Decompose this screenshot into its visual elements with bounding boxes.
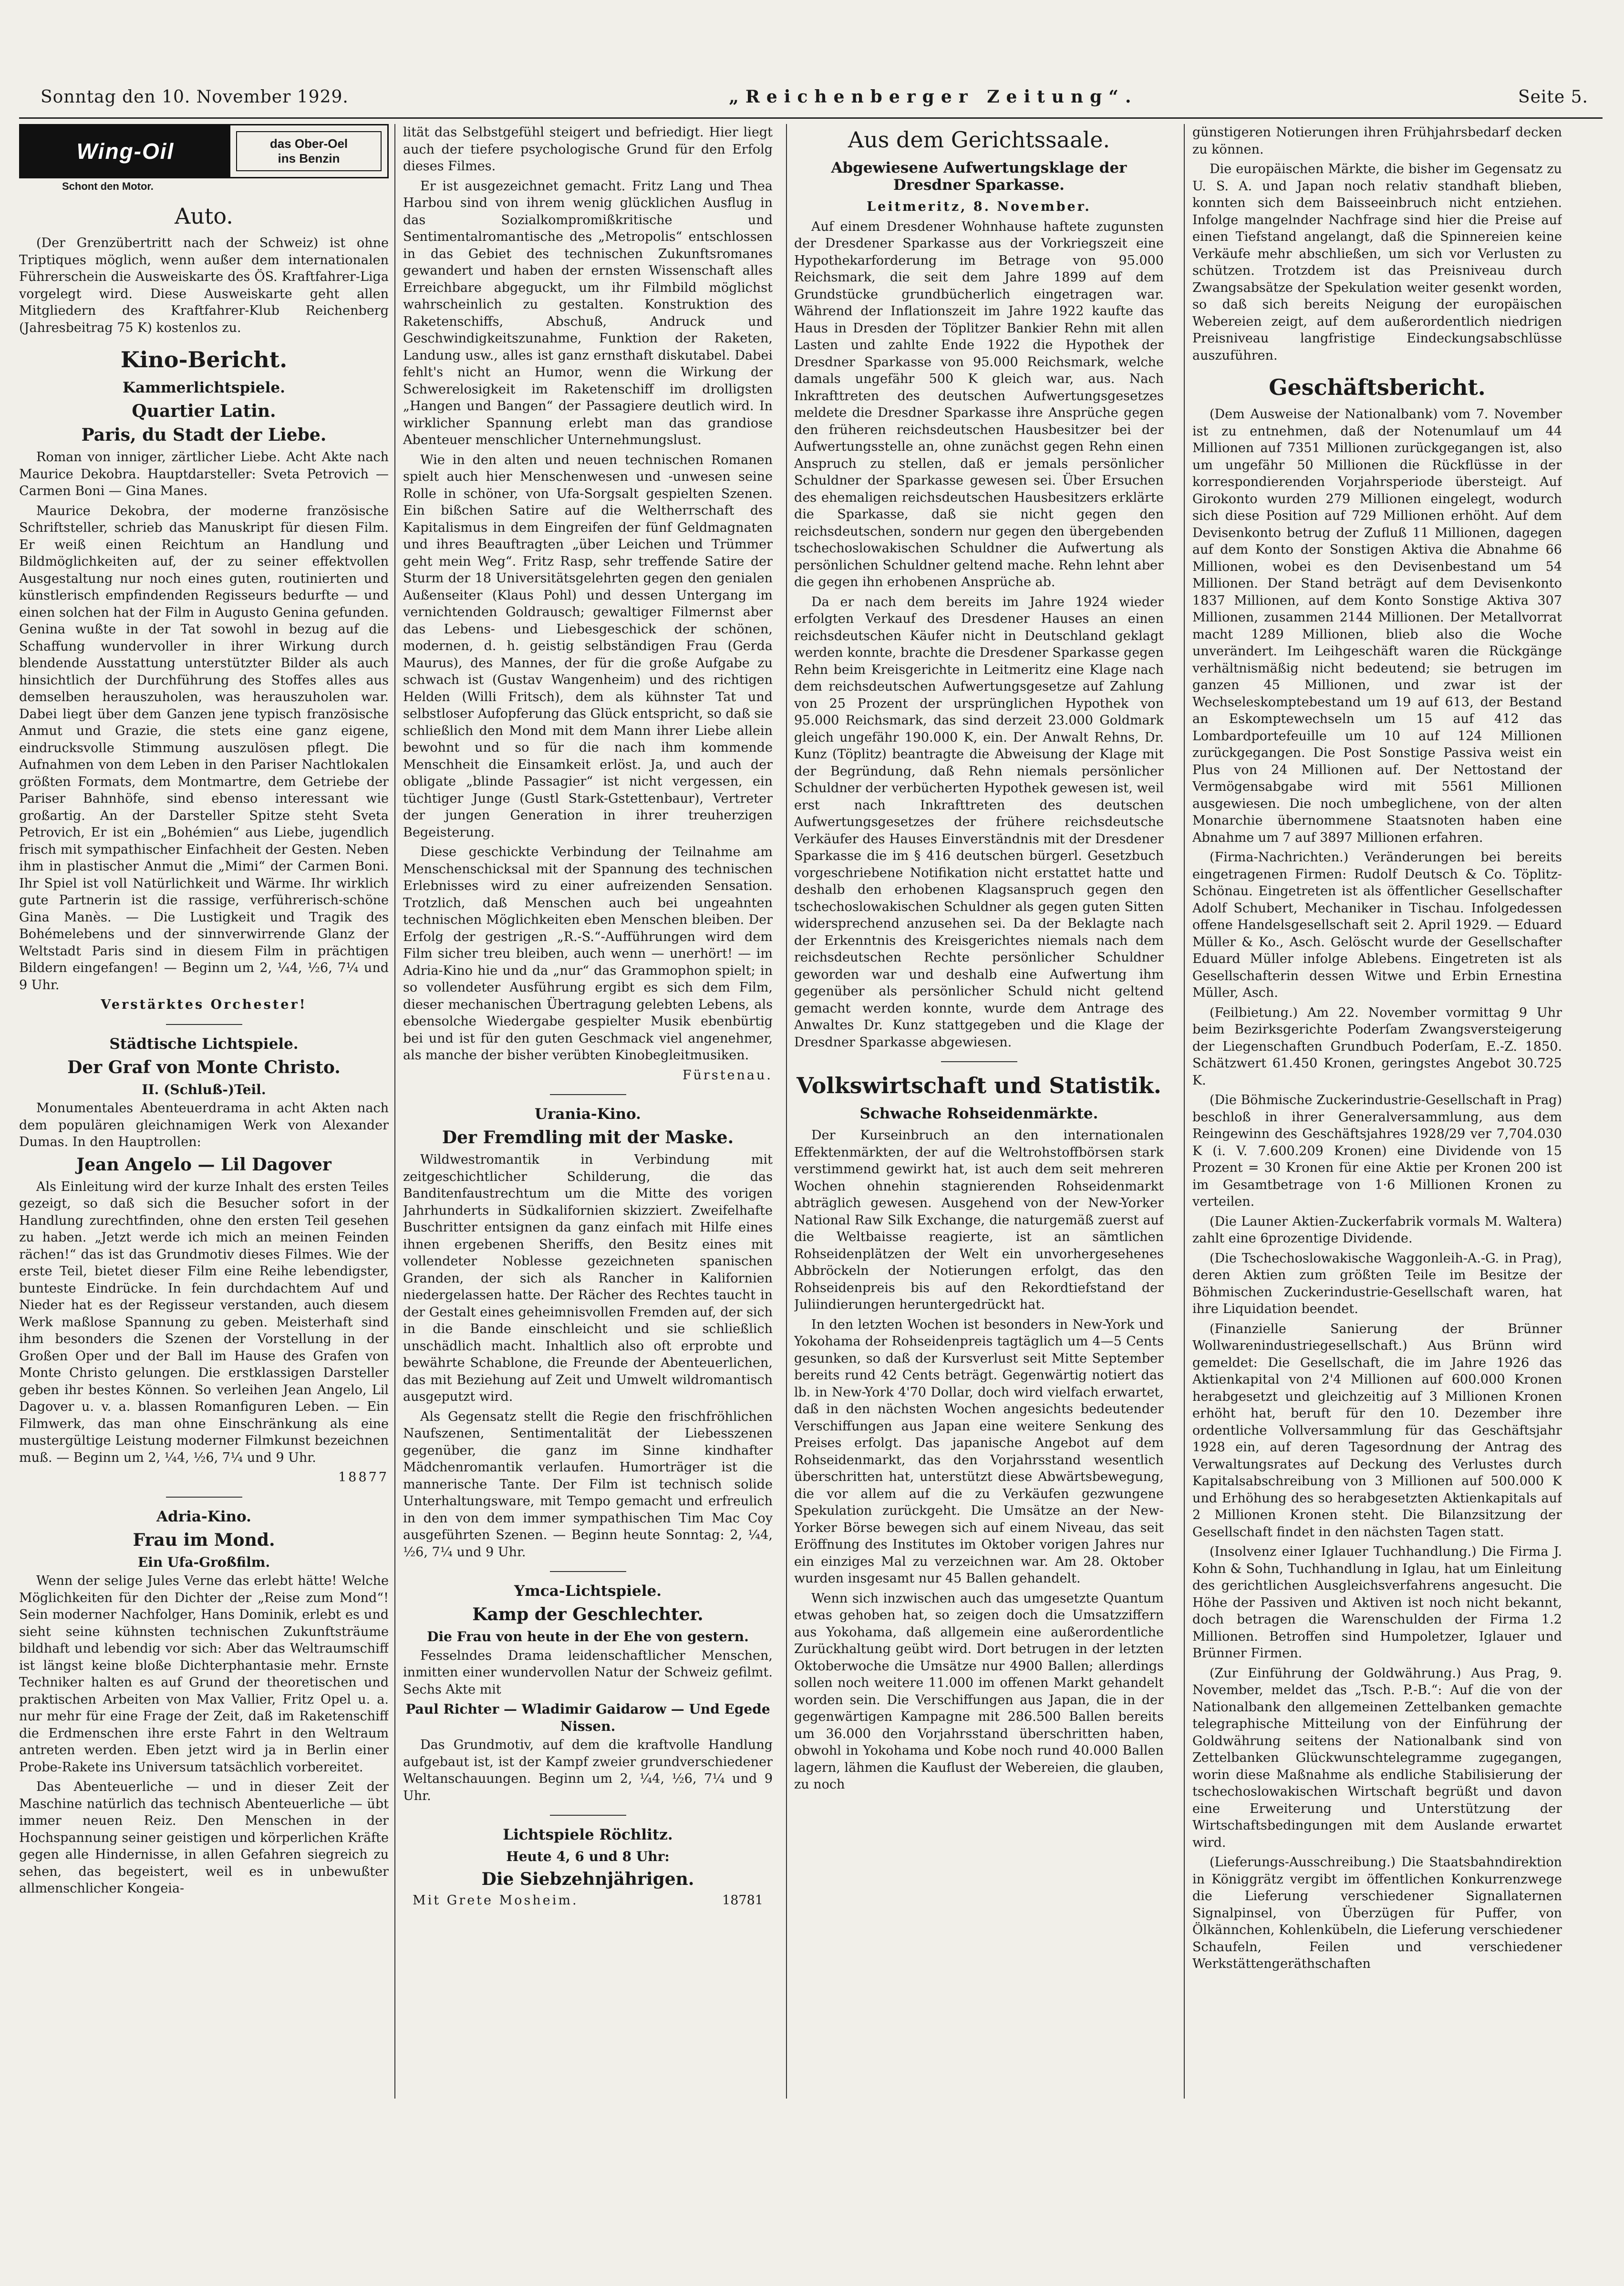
film-subtitle: Die Frau von heute in der Ehe von gestern.: [427, 1629, 749, 1645]
cinema-name: Lichtspiele Röchlitz.: [503, 1826, 673, 1843]
film-credit-row: [403, 1893, 773, 1908]
film-subtitle: Ein Ufa-Großfilm.: [137, 1554, 270, 1570]
cinema-name: Adria-Kino.: [156, 1508, 251, 1525]
film-credits: Fesselndes Drama leidenschaftlicher Menschen, inmitten einer wundervollen Natur der Schweiz gefilmt. Sechs Akte mit: [403, 1648, 773, 1697]
article-paragraph: Der Kurseinbruch an den internationalen Effektenmärkten, der auf die Weltrohstoffbörsen stark verstimmend gewirkt hat, ist auch dem seit mehreren Wochen ohnehin stagnierenden Rohseidenmarkt abträglich gewesen. Ausgehend von der New-Yorker National Raw Silk Exchange, die naturgemäß zuerst auf die Weltbaisse reagierte, ist an sämtlichen Rohseidenplätzen der Welt ein unvorhergesehenes Abbröckeln der Notierungen erfolgt, das den Rohseidenpreis bis auf den Rekordtiefstand der Juliindierungen heruntergedrückt hat.: [794, 1128, 1164, 1312]
article-paragraph: Das Grundmotiv, auf dem die kraftvolle Handlung aufgebaut ist, ist der Kampf zweier grundverschiedener Weltanschauungen. Beginn um 2, ¼4, ½6, 7¼ und 9 Uhr.: [403, 1738, 773, 1803]
article-paragraph: Als Einleitung wird der kurze Inhalt des ersten Teiles gezeigt, so daß sich die Besucher sofort in der Handlung zurechtfinden, ohne den ersten Teil gesehen zu haben. „Jetzt werde ich mich an meinen Feinden rächen!“ das ist das Grundmotiv dieses Filmes. Wie der erste Teil, bietet dieser Film eine Reihe lebendigster, bunteste Eindrücke. In fein durchdachtem Auf und Nieder hat es der Regisseur verstanden, auch diesem Werk maßlose Spannung zu geben. Meisterhaft sind ihm besonders die Szenen der Vorstellung in der Großen Oper und der Ball im Hause des Grafen von Monte Christo gelungen. Die erstklassigen Darsteller geben ihr bestes Können. So verleihen Jean Angelo, Lil Dagover u. v. a. blassen Romanfiguren Leben. — Ein Filmwerk, das man ohne Einschränkung als eine mustergültige Leistung moderner Filmkunst bezeichnen muß. — Beginn um 2, ¼4, ½6, 7¼ und 9 Uhr.: [19, 1179, 389, 1465]
column-2: [403, 124, 773, 2099]
article-paragraph: Wenn der selige Jules Verne das erlebt hätte! Welche Möglichkeiten für den Dichter der „Reise zum Mond“! Sein moderner Nachfolger, Hans Dominik, erlebt es und sieht seine kühnsten technischen Zukunftsträume bildhaft und lebendig vor sich: Aber das Weltraumschiff ist längst keine bloße Dichterphantasie mehr. Ernste Techniker halten es auf Grund der theoretischen und praktischen Arbeiten von Max Vallier, Fritz Opel u. a. nur mehr für eine Frage der Zeit, daß im Raketenschiff die Erdmenschen ihre erste Fahrt in den Weltraum antreten werden. Eben jetzt wird ja in Berlin einer Probe-Rakete ins Universum tatsächlich vorbereitet.: [19, 1573, 389, 1775]
article-paragraph: Als Gegensatz stellt die Regie den frischfröhlichen Naufszenen, Sentimentalität der Liebesszenen gegenüber, die ganz im Sinne kindhafter Mädchenromantik verlaufen. Humorträger ist die mannerische Tante. Der Film ist technisch solide Unterhaltungsware, mit Tempo gemacht und erfreulich in den von dem immer sympathischen Tim Mac Coy ausgeführten Szenen. — Beginn heute Sonntag: 2, ¼4, ½6, 7¼ und 9 Uhr.: [403, 1409, 773, 1560]
show-times: Heute 4, 6 und 8 Uhr:: [506, 1849, 670, 1864]
article-paragraph: Maurice Dekobra, der moderne französische Schriftsteller, schrieb das Manuskript für diesen Film. Er weiß einen Reichtum an Handlung und Bildmöglichkeiten auf, der zu seiner effektvollen Ausgestaltung nur noch eines guten, routinierten und künstlerisch empfindenden Regisseurs bedurfte — und einen solchen hat der Film in Augusto Genina gefunden. Genina wußte in der Tat sowohl in bezug auf die Schaffung wundervoller in ihrer Wirkung durch blendende Ausstattung unterstützter Bilder als auch hinsichtlich der Durchführung des Stoffes alles aus demselben herauszuholen, was herauszuholen war. Dabei liegt über dem Ganzen jene typisch französische Anmut und Grazie, die stets eine ganz eigene, eindrucksvolle Stimmung auszulösen pflegt. Die Aufnahmen von dem Leben in den Pariser Nachtlokalen größten Formats, dem Montmartre, dem Getriebe der Pariser Bahnhöfe, sind ebenso interessant wie großartig. An der Darsteller Spitze steht Sveta Petrovich, Er ist ein „Bohémien“ aus Liebe, jugendlich frisch mit sympathischer Einfachheit der Gesten. Neben ihm in plastischer Anmut die „Mimi“ der Carmen Boni. Ihr Spiel ist voll Natürlichkeit und Wärme. Ihr wirklich gute Partnerin ist die rassige, verführerisch-schöne Gina Manès. — Die Lustigkeit und Tragik des Bohémelebens und der sinnverwirrende Glanz der Weltstadt Paris sind in diesem Film in prächtigen Bildern eingefangen! — Beginn um 2, ¼4, ½6, 7¼ und 9 Uhr.: [19, 503, 389, 993]
cinema-name: Ymca-Lichtspiele.: [514, 1583, 662, 1600]
ad-slogan: Schont den Motor.: [62, 180, 154, 192]
ad-number: 18781: [722, 1893, 763, 1908]
article-paragraph: (Insolvenz einer Iglauer Tuchhandlung.) Die Firma J. Kohn & Sohn, Tuchhandlung in Iglau, hat um Einleitung des gerichtlichen Ausgleichsverfahrens angesucht. Die Höhe der Passiven und Aktiven ist noch nicht bekannt, doch betragen die Warenschulden der Firma 1.2 Millionen. Betroffen sind Humpoletzer, Iglauer und Brünner Firmen.: [1192, 1544, 1562, 1661]
article-paragraph: (Firma-Nachrichten.) Veränderungen bei bereits eingetragenen Firmen: Rudolf Deutsch & Co. Töplitz-Schönau. Eingetreten ist als öffentlicher Gesellschafter Adolf Schubert, Mechaniker in Tischau. Infolgedessen offene Handelsgesellschaft seit 2. April 1929. — Eduard Müller & Ko., Asch. Gelöscht wurde der Gesellschafter Eduard Müller infolge Ablebens. Eingetreten ist als Gesellschafterin dessen Witwe und Erbin Ernestina Müller, Asch.: [1192, 850, 1562, 1000]
ad-text-box: [236, 131, 382, 171]
article-paragraph: (Finanzielle Sanierung der Brünner Wollwarenindustriegesellschaft.) Aus Brünn wird gemeldet: Die Gesellschaft, die im Jahre 1926 das Aktienkapital von 2'4 Millionen auf 600.000 Kronen herabgesetzt und gleichzeitig auf 3 Millionen Kronen erhöht hat, beruft für den 10. Dezember ihre ordentliche Vollversammlung für das Geschäftsjahr 1928 ein, auf deren Tagesordnung der Antrag des Verwaltungsrates auf Deckung des Verlustes durch Kapitalsabschreibung von 3 Millionen auf 500.000 K und Erhöhung des so herabgesetzten Aktienkapitals auf 2 Millionen Kronen steht. Die Bilanzsitzung der Gesellschaft findet in den nächsten Tagen statt.: [1192, 1321, 1562, 1540]
article-paragraph: (Die Tschechoslowakische Waggonleih-A.-G. in Prag), deren Aktien zum größten Teile im Besitze der Böhmischen Zuckerindustrie-Gesellschaft waren, hat ihre Liquidation beendet.: [1192, 1251, 1562, 1316]
film-credits: Monumentales Abenteuerdrama in acht Akten nach dem populären gleichnamigen Werk von Alexander Dumas. In den Hauptrollen:: [19, 1101, 389, 1149]
article-divider: [941, 1061, 1017, 1062]
section-heading: Geschäftsbericht.: [1269, 374, 1486, 400]
column-divider: [394, 124, 395, 2099]
article-paragraph: (Die Launer Aktien-Zuckerfabrik vormals M. Waltera) zahlt eine 6prozentige Dividende.: [1192, 1214, 1562, 1246]
article-paragraph: (Lieferungs-Ausschreibung.) Die Staatsbahndirektion in Königgrätz vergibt im öffentlichen Konkurrenzwege die Lieferung verschiedener Signallaternen Signalpinsel, von Überzügen für Puffer, von Ölkännchen, Kohlenkübeln, die Lieferung verschiedener Schaufeln, Feilen und verschiedener Werkstättengeräthschaften: [1192, 1855, 1562, 1971]
article-paragraph: (Dem Ausweise der Nationalbank) vom 7. November ist zu entnehmen, daß der Notenumlauf um 44 Millionen auf 7351 Millionen zurückgegangen ist, also um ungefähr 50 Millionen die Rückflüsse in der korrespondierenden Vorjahrsperiode übersteigt. Auf Girokonto wurden 279 Millionen eingelegt, wodurch sich diese Position auf 729 Millionen erhöht. Auf dem Devisenkonto betrug der Zufluß 11 Millionen, dagegen auf dem Konto der Sonstigen Aktiva die Abnahme 66 Millionen, wobei es den Devisenbestand um 54 Millionen. Der Stand beträgt auf dem Devisenkonto 1837 Millionen, auf dem Konto Sonstige Aktiva 307 Millionen, zusammen 2144 Millionen. Der Metallvorrat macht 1289 Millionen, blieb also die Woche unverändert. Im Leihgeschäft waren die Rückgänge verhältnismäßig nicht bedeutend; sie betrugen im ganzen 45 Millionen, und zwar ist der Wechseleskomptebestand um 19 auf 613, der Bestand an Eskomptewechseln um 15 auf 412 das Lombardportefeuille um 10 auf 124 Millionen zurückgegangen. Die Post Sonstige Passiva weist ein Plus von 24 Millionen auf. Der Nettostand der Vermögensabgabe wird mit 5561 Millionen ausgewiesen. Die noch umbeglichene, von der alten Monarchie übernommene Staatsnoten haben eine Abnahme um 7 auf 3897 Millionen erfahren.: [1192, 407, 1562, 845]
column-divider: [786, 124, 787, 2099]
column-3: [794, 124, 1164, 2099]
ad-number: 18877: [338, 1470, 389, 1485]
article-headline: Schwache Rohseidenmärkte.: [859, 1105, 1098, 1122]
article-headline: Abgewiesene Aufwertungsklage der Dresdner Sparkasse.: [831, 159, 1127, 194]
article-paragraph: lität das Selbstgefühl steigert und befriedigt. Hier liegt auch der tiefere psychologische Grund für den Erfolg dieses Filmes.: [403, 125, 773, 174]
article-divider: [166, 1024, 242, 1025]
article-paragraph: Er ist ausgezeichnet gemacht. Fritz Lang und Thea Harbou sind von ihrem wenig glücklichen Ausflug in das Sozialkompromißkritische und Sentimentalromantische des „Metropolis“ entschlossen in das Gebiet des technischen Zukunftsromanes gewandert und haben der ernsten Wissenschaft alles Erreichbare abgeguckt, um ihr Filmbild möglichst wahrscheinlich zu gestalten. Konstruktion des Raketenschiffs, Abschuß, Andruck und Geschwindigkeitszunahme, Funktion der Raketen, Landung usw., alles ist ganz ernsthaft diskutabel. Dabei fehlt's nicht an Humor, wenn die Wirkung der Schwerelosigkeit im Raketenschiff im drolligsten „Hangen und Bangen“ der Passagiere deutlich wird. In wirklicher Spannung erlebt man das grandiose Abenteuer menschlicher Unternehmungslust.: [403, 178, 773, 447]
film-title: Kamp der Geschlechter.: [472, 1604, 703, 1624]
article-paragraph: Da er nach dem bereits im Jahre 1924 wieder erfolgten Verkauf des Dresdener Hauses an einen reichsdeutschen Käufer nicht in Deutschland geklagt werden konnte, brachte die Dresdener Sparkasse gegen Rehn beim Kreisgerichte in Leitmeritz eine Klage nach dem reichsdeutschen Aufwertungsgesetze auf Zahlung von 25 Prozent der ursprünglichen Hypothek von 95.000 Reichsmark, das sind derzeit 23.000 Goldmark gleich ungefähr 190.000 K, ein. Der Anwalt Rehns, Dr. Kunz (Töplitz) beantragte die Abweisung der Klage mit der Begründung, daß Rehn niemals persönlicher Schuldner der verbücherten Hypothek gewesen ist, weil erst nach Inkrafttreten des deutschen Aufwertungsgesetzes der frühere reichsdeutsche Verkäufer des Hauses Einverständnis mit der Dresdener Sparkasse die im § 416 deutschen bürgerl. Gesetzbuch vorgeschriebene Notifikation nicht erstattet hatte und deshalb den erhobenen Klagsanspruch gegen den tschechoslowakischen Schuldner als gegen guten Sitten widersprechend anzusehen sei. Da der Beklagte nach der Erkenntnis des Kreisgerichtes niemals nach dem reichsdeutschen Rechte persönlicher Schuldner geworden war und deshalb eine Aufwertung ihm gegenüber als persönlicher Schuld nicht geltend gemacht werden konnte, wurde dem Antrage des Anwaltes Dr. Kunz stattgegeben und die Klage der Dresdner Sparkasse abgewiesen.: [794, 594, 1164, 1050]
film-stars: Paul Richter — Wladimir Gaidarow — Und Egede Nissen.: [405, 1701, 770, 1734]
section-heading: Kino-Bericht.: [120, 347, 288, 372]
cinema-name: Urania-Kino.: [535, 1106, 641, 1123]
article-paragraph: (Der Grenzübertritt nach der Schweiz) ist ohne Triptiques möglich, wenn außer dem internationalen Führerschein die Ausweiskarte des ÖS. Kraftfahrer-Liga vorgelegt wird. Diese Ausweiskarte geht allen Mitgliedern des Kraftfahrer-Klub Reichenberg (Jahresbeitrag 75 K) kostenlos zu.: [19, 236, 389, 335]
header-rule: [19, 117, 1603, 119]
article-divider: [550, 1815, 626, 1816]
film-title: Der Graf von Monte Christo.: [67, 1057, 341, 1077]
ad-brand-logo: Wing-Oil: [21, 125, 230, 177]
article-paragraph: Das Abenteuerliche — und in dieser Zeit der Maschine natürlich das technisch Abenteuerliche — übt immer neuen Reiz. Den Menschen in der Hochspannung seiner geistigen und körperlichen Kräfte gegen alle Hindernisse, in allen Gefahren siegreich zu sehen, das begeistert, weil es in unbewußter allmenschlicher Kongeia-: [19, 1779, 389, 1896]
film-title: Paris, du Stadt der Liebe.: [81, 425, 327, 445]
column-1: [19, 124, 389, 2099]
column-divider: [1184, 124, 1185, 2099]
dateline: Leitmeritz, 8. November.: [867, 199, 1091, 214]
film-subtitle: II. (Schluß-)Teil.: [142, 1081, 266, 1097]
film-credits: Mit Grete Mosheim.: [413, 1893, 579, 1908]
film-title: Frau im Mond.: [133, 1530, 275, 1550]
cinema-name: Städtische Lichtspiele.: [109, 1035, 299, 1053]
ad-box-line: ins Benzin: [278, 151, 340, 166]
article-paragraph: Die europäischen Märkte, die bisher im Gegensatz zu U. S. A. und Japan noch relativ standhaft blieben, konnten sich dem Baisseeinbruch nicht entziehen. Infolge mangelnder Nachfrage sind hier die Preise auf einen Tiefstand angelangt, daß die Spinnereien keine Verkäufe mehr abschließen, um sich vor Verlusten zu schützen. Trotzdem ist das Preisniveau durch Zwangsabsätze der Spekulation weiter gesenkt worden, so daß sich bereits Neigung der europäischen Webereien zeigt, auf dem außerordentlich niedrigen Preisniveau langfristige Eindeckungsabschlüsse auszuführen.: [1192, 162, 1562, 363]
page-header: [41, 80, 1588, 114]
article-divider: [550, 1094, 626, 1095]
article-paragraph: Wenn sich inzwischen auch das umgesetzte Quantum etwas gehoben hat, so zeigen doch die Umsatzziffern aus Yokohama, daß allgemein eine außerordentliche Zurückhaltung geübt wird. Dort betrugen in der letzten Oktoberwoche die Umsätze nur 4900 Ballen; allerdings sollen noch weitere 11.000 im offenen Markt gehandelt worden sein. Die Verschiffungen aus Japan, die in der gegenwärtigen Kampagne mit 286.500 Ballen bereits um 36.000 den Vorjahrsstand überschritten haben, obwohl in Yokohama und Kobe noch rund 40.000 Ballen lagern, lähmen die Kauflust der Webereien, die glauben, zu noch: [794, 1591, 1164, 1792]
article-paragraph: In den letzten Wochen ist besonders in New-York und Yokohama der Rohseidenpreis tagtäglich um 4—5 Cents gesunken, so daß der Kursverlust seit Mitte September bereits rund 42 Cents beträgt. Gegenwärtig notiert das lb. in New-York 4'70 Dollar, doch wird vielfach erwartet, daß in den nächsten Wochen angesichts bedeutender Verschiffungen aus Japan eine weitere Senkung des Preises erfolgt. Das japanische Angebot auf dem Rohseidenmarkt, das den Vorjahrsstand wesentlich überschritten hat, unterstützt diese Abwärtsbewegung, die vor allem auf die zu Verkäufen gezwungene Spekulation zurückgeht. Die Umsätze an der New-Yorker Börse bewegen sich auf einem Niveau, das seit Eröffnung des Institutes im Oktober vorigen Jahres nur ein einziges Mal zu verzeichnen war. Am 28. Oktober wurden insgesamt nur 45 Ballen gehandelt.: [794, 1317, 1164, 1586]
article-paragraph: günstigeren Notierungen ihren Frühjahrsbedarf decken zu können.: [1192, 125, 1562, 157]
article-divider: [550, 1571, 626, 1572]
film-title: Der Fremdling mit der Maske.: [442, 1127, 734, 1148]
column-4: [1192, 124, 1562, 2099]
section-heading: Auto.: [175, 203, 233, 229]
header-page-number: Seite 5.: [1518, 87, 1588, 107]
section-heading: Aus dem Gerichtssaale.: [848, 127, 1110, 153]
article-paragraph: Diese geschickte Verbindung der Teilnahme am Menschenschicksal mit der Spannung des technischen Erlebnisses wird zu einer aufreizenden Sensation. Trotzlich, daß Menschen auch bei ungeahnten technischen Möglichkeiten eben Menschen bleiben. Der Erfolg der gestrigen „R.-S.“-Aufführungen wird dem Film sicher treu bleiben, auch wenn — unerhört! — im Adria-Kino hie und da „nur“ das Grammophon spielt; in so vollendeter Ausführung ergibt es sich dem Film, dieser mechanischen Übertragung gelebten Lebens, als ebensolche Wiedergabe gespielter Musik ebenbürtig bei und ist für den guten Geschmack viel angenehmer, als manche der bisher verübten Kinobegleitmusiken.: [403, 845, 773, 1063]
wing-oil-advertisement: [19, 124, 389, 178]
film-title: Quartier Latin.: [132, 401, 276, 421]
ad-box-line: das Ober-Oel: [269, 136, 348, 151]
article-divider: [166, 1497, 242, 1498]
header-masthead: „Reichenberger Zeitung“.: [729, 87, 1138, 107]
film-stars: Jean Angelo — Lil Dagover: [76, 1154, 331, 1175]
section-heading: Volkswirtschaft und Statistik.: [796, 1073, 1161, 1098]
header-date: Sonntag den 10. November 1929.: [41, 87, 349, 107]
film-title: Die Siebzehnjährigen.: [481, 1869, 694, 1889]
cinema-name: Kammerlichtspiele.: [123, 379, 285, 396]
article-paragraph: (Feilbietung.) Am 22. November vormittag 9 Uhr beim Bezirksgerichte Poderſam Zwangsversteigerung der Liegenschaften Grundbuch Poderſam, E.-Z. 1850. Schätzwert 61.450 Kronen, geringstes Angebot 30.725 K.: [1192, 1005, 1562, 1088]
article-paragraph: (Die Böhmische Zuckerindustrie-Gesellschaft in Prag) beschloß in ihrer Generalversammlung, aus dem Reingewinn des Geschäftsjahres 1928/29 ver 7,704.030 K (i. V. 7.600.209 Kronen) eine Dividende von 15 Prozent = 30 Kronen für eine Aktie per Kronen 200 ist im Gesamtbetrage von 1·6 Millionen Kronen zu verteilen.: [1192, 1093, 1562, 1209]
article-paragraph: Wie in den alten und neuen technischen Romanen spielt auch hier Menschenwesen und -unwesen seine Rolle in schöner, von Ufa-Sorgsalt gespielten Szenen. Ein bißchen Satire auf die Weltherrschaft des Kapitalismus in dem Eingreifen der fünf Geldmagnaten und ihres Beauftragten „über Leichen und Trümmer geht mein Weg“. Fritz Rasp, sehr treffende Satire der Sturm der 18 Universitätsgelehrten gegen den genialen Außenseiter (Klaus Pohl) und dessen Untergang im vernichtenden Goldrausch; gewaltiger Filmernst aber das Lebens- und Liebesgeschick der schönen, modernen, d. h. geistig selbständigen Frau (Gerda Maurus), des Mannes, der für die große Aufgabe zu schwach ist (Gustav Wangenheim) und des richtigen Helden (Willi Fritsch), dem als kühnster Tat und selbstloser Aufopferung das Glück entspricht, so daß sie schließlich den Mond mit dem Mann ihrer Liebe allein bewohnt und so für die nach ihm kommende Menschheit die Einsamkeit erlöst. Ja, und auch der obligate „blinde Passagier“ ist nicht vergessen, ein tüchtiger Junge (Gustl Stark-Gstettenbaur), Vertreter der jungen Generation in ihrer treuherzigen Begeisterung.: [403, 452, 773, 840]
film-credits: Roman von inniger, zärtlicher Liebe. Acht Akte nach Maurice Dekobra. Hauptdarsteller: Sveta Petrovich — Carmen Boni — Gina Manes.: [19, 450, 389, 498]
article-paragraph: Wildwestromantik in Verbindung mit zeitgeschichtlicher Schilderung, die das Banditenfaustrechtum um die Mitte des vorigen Jahrhunderts in Südkalifornien skizziert. Zweifelhafte Buschritter entsignen da ganz einfach mit Hilfe eines ihnen ergebenen Sheriffs, den Besitz eines mit vollendeter Noblesse gezeichneten spanischen Granden, der sich als Rancher in Kalifornien niedergelassen hatte. Der Rächer des Rechtes taucht in der Gestalt eines geheimnisvollen Fremden auf, der sich in die Bande einschleicht und sie schließlich unschädlich macht. Inhaltlich also oft erprobte und bewährte Schablone, die Freunde der Abenteuerlichen, das mit Beziehung auf Zeit und Umwelt wildromantisch ausgeputzt wird.: [403, 1152, 773, 1404]
author-signature: Fürstenau.: [682, 1067, 773, 1083]
article-note: Verstärktes Orchester!: [101, 997, 307, 1012]
article-paragraph: (Zur Einführung der Goldwährung.) Aus Prag, 9. November, meldet das „Tsch. P.-B.“: Auf die von der Nationalbank den allgemeinen Zettelbanken gemachte telegraphische Mitteilung von der Einführung der Goldwährung seitens der Nationalbank sind von Zettelbanken Glückwunschtelegramme zugegangen, worin diese Maßnahme als endliche Stabilisierung der tschechoslowakischen Wirtschaft begrüßt und davon eine Erweiterung und Unterstützung der Wirtschaftsbedingungen mit dem Auslande erwartet wird.: [1192, 1665, 1562, 1850]
article-paragraph: Auf einem Dresdener Wohnhause haftete zugunsten der Dresdener Sparkasse aus der Vorkriegszeit eine Hypothekarforderung im Betrage von 95.000 Reichsmark, die seit dem Jahre 1899 auf dem Grundstücke grundbücherlich eingetragen war. Während der Inflationszeit im Jahre 1922 kaufte das Haus in Dresden der Töplitzer Bankier Rehn mit allen Lasten und zahlte Ende 1922 die Hypothek der Dresdner Sparkasse von 95.000 Reichsmark, welche damals ungefähr 500 K gleich war, aus. Nach Inkrafttreten des deutschen Aufwertungsgesetzes meldete die Dresdner Sparkasse ihre Ansprüche gegen den früheren reichsdeutschen Hausbesitzer bei der Aufwertungsstelle an, ohne zunächst gegen Rehn einen Anspruch zu stellen, daß er jemals persönlicher Schuldner der Sparkasse gewesen sei. Über Ersuchen des ehemaligen reichsdeutschen Hausbesitzers erklärte die Sparkasse, daß sie nicht gegen den reichsdeutschen, sondern nur gegen den übergebenden tschechoslowakischen Schuldner die Aufwertung als persönlichen Schuldner geltend mache. Rehn lehnt aber die gegen ihn erhobenen Ansprüche ab.: [794, 219, 1164, 590]
